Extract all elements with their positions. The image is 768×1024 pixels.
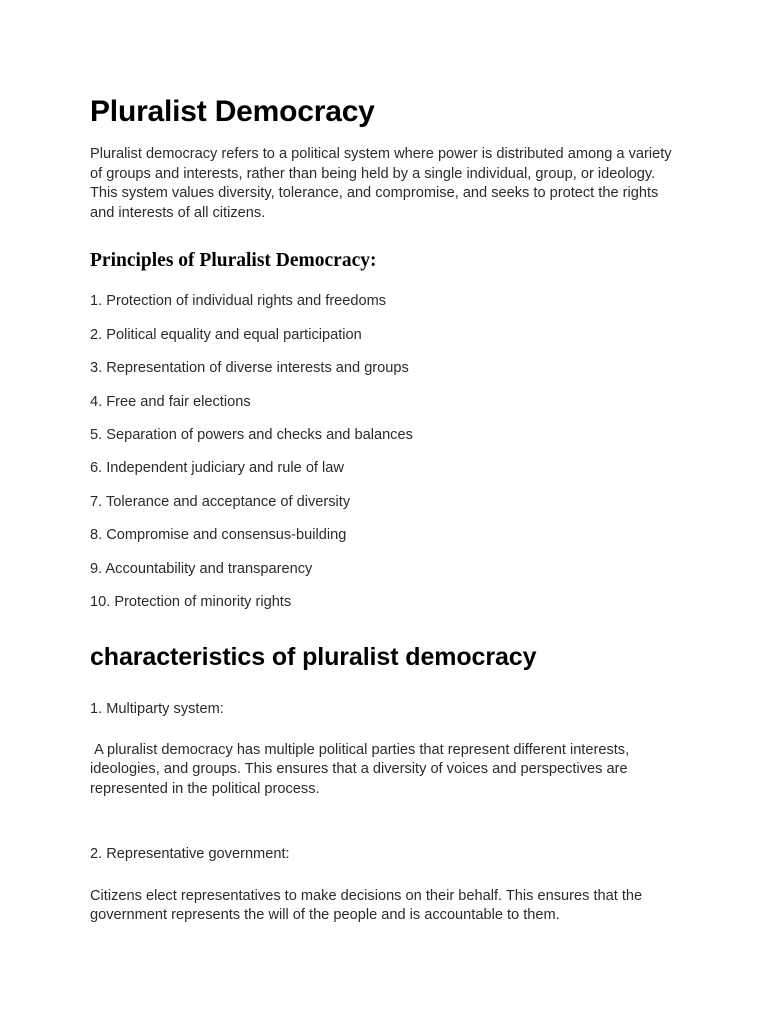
spacer <box>90 612 678 642</box>
spacer <box>90 865 678 887</box>
spacer <box>90 412 678 426</box>
spacer <box>90 479 678 493</box>
spacer <box>90 312 678 326</box>
spacer <box>90 445 678 459</box>
spacer <box>90 379 678 393</box>
spacer <box>90 272 678 292</box>
characteristic-body: Citizens elect representatives to make decisions on their behalf. This ensures that the government represents the will of the people and is accountable to them. <box>90 887 647 923</box>
spacer <box>90 546 678 560</box>
spacer <box>90 720 678 741</box>
list-item: 9. Accountability and transparency <box>90 560 313 577</box>
spacer-empty-paragraph <box>90 799 678 845</box>
characteristics-heading: characteristics of pluralist democracy <box>90 643 537 672</box>
page-title: Pluralist Democracy <box>90 95 375 128</box>
spacer <box>90 223 678 249</box>
list-item: 7. Tolerance and acceptance of diversity <box>90 493 351 510</box>
list-item: 5. Separation of powers and checks and balances <box>90 427 413 444</box>
spacer <box>90 672 678 700</box>
list-item: 6. Independent judiciary and rule of law <box>90 460 344 477</box>
spacer <box>90 512 678 526</box>
list-item: 2. Political equality and equal participation <box>90 326 362 343</box>
spacer-top <box>90 0 678 94</box>
characteristic-body: A pluralist democracy has multiple political parties that represent different interests, ideologies, and groups. This ensures that a diversity of voices and perspectives are represented in the political process. <box>90 741 634 797</box>
list-item: 1. Protection of individual rights and freedoms <box>90 293 387 310</box>
characteristic-label: 1. Multiparty system: <box>90 701 224 718</box>
list-item: 4. Free and fair elections <box>90 393 251 410</box>
principles-heading: Principles of Pluralist Democracy: <box>90 250 377 272</box>
intro-paragraph: Pluralist democracy refers to a political system where power is distributed among a variety of groups and interests, rather than being held by a single individual, group, or ideology. This system values diversity, tolerance, and compromise, and seeks to protect the rights and interests of all citizens. <box>90 146 676 221</box>
spacer <box>90 345 678 359</box>
list-item: 8. Compromise and consensus-building <box>90 527 347 544</box>
document-content-column <box>90 0 678 925</box>
spacer <box>90 579 678 593</box>
spacer <box>90 129 678 145</box>
list-item: 10. Protection of minority rights <box>90 594 292 611</box>
characteristic-label: 2. Representative government: <box>90 846 290 863</box>
list-item: 3. Representation of diverse interests and groups <box>90 360 409 377</box>
